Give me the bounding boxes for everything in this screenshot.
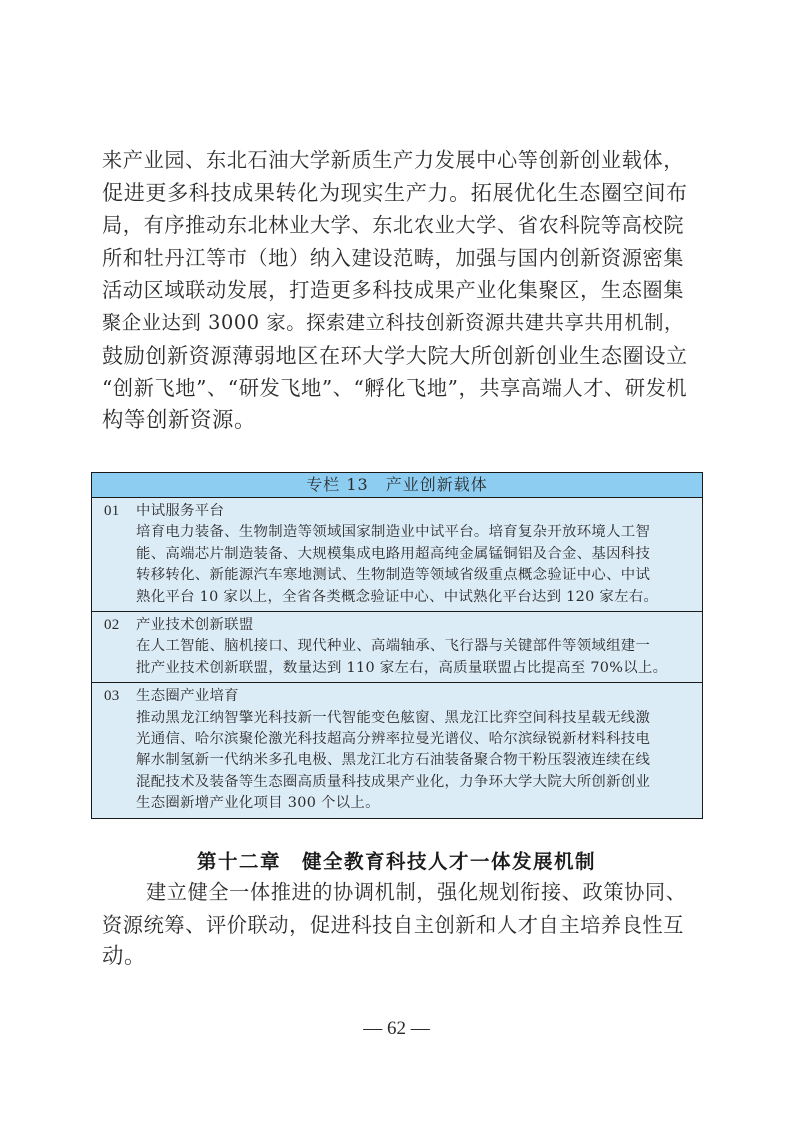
text-line: 聚企业达到 3000 家。探索建立科技创新资源共建共享共用机制， (102, 310, 684, 334)
row-text-line: 培育电力装备、生物制造等领域国家制造业中试平台。培育复杂开放环境人工智 (136, 524, 651, 541)
row-text-line: 批产业技术创新联盟，数量达到 110 家左右，高质量联盟占比提高至 70%以上。 (136, 659, 668, 676)
row-text-line: 解水制氢新一代纳米多孔电极、黑龙江北方石油装备聚合物干粉压裂液连续在线 (136, 752, 651, 769)
row-text-line: 光通信、哈尔滨聚伦激光科技超高分辨率拉曼光谱仪、哈尔滨绿锐新材料科技电 (136, 731, 651, 748)
body-paragraph-2 (102, 876, 692, 974)
row-number: 02 (104, 617, 120, 634)
text-line: 所和牡丹江等市（地）纳入建设范畴，加强与国内创新资源密集 (102, 245, 685, 270)
row-text-line: 推动黑龙江纳智擎光科技新一代智能变色舷窗、黑龙江比弈空间科技星载无线激 (136, 709, 651, 726)
text-line: 局，有序推动东北林业大学、东北农业大学、省农科院等高校院 (102, 213, 685, 238)
row-title: 生态圈产业培育 (136, 688, 239, 705)
text-line: 促进更多科技成果转化为现实生产力。拓展优化生态圈空间布 (102, 179, 688, 205)
chapter-heading: 第十二章 健全教育科技人才一体发展机制 (196, 850, 596, 873)
row-number: 03 (104, 688, 120, 705)
row-text-line: 熟化平台 10 家以上，全省各类概念验证中心、中试熟化平台达到 120 家左右。 (136, 588, 659, 605)
body-paragraph-1 (102, 144, 692, 437)
row-text-line: 在人工智能、脑机接口、现代种业、高端轴承、飞行器与关键部件等领域组建一 (136, 638, 651, 655)
text-line: 资源统筹、评价联动，促进科技自主创新和人才自主培养良性互 (102, 912, 685, 937)
row-text-line: 能、高端芯片制造装备、大规模集成电路用超高纯金属锰铜铝及合金、基因科技 (136, 545, 651, 562)
row-text-line: 转移转化、新能源汽车寒地测试、生物制造等领域省级重点概念验证中心、中试 (136, 567, 651, 584)
column-box-title: 专栏 13 产业创新载体 (92, 473, 702, 498)
text-line: 构等创新资源。 (102, 407, 256, 433)
row-number: 01 (104, 503, 120, 519)
text-line: 建立健全一体推进的协调机制，强化规划衔接、政策协同、 (146, 880, 687, 904)
text-line: 来产业园、东北石油大学新质生产力发展中心等创新创业载体， (102, 148, 685, 172)
page-number: — 62 — (363, 1018, 430, 1039)
text-line: 鼓励创新资源薄弱地区在环大学大院大所创新创业生态圈设立 (102, 342, 688, 368)
column-box (91, 472, 703, 819)
row-text-line: 生态圈新增产业化项目 300 个以上。 (136, 795, 380, 812)
text-line: 活动区域联动发展，打造更多科技成果产业化集聚区，生态圈集 (102, 278, 685, 303)
row-title: 产业技术创新联盟 (136, 617, 254, 634)
row-title: 中试服务平台 (136, 503, 225, 519)
text-line: 动。 (102, 944, 146, 970)
column-box-row (92, 683, 702, 817)
text-line: “创新飞地”、“研发飞地”、“孵化飞地”，共享高端人才、研发机 (102, 376, 688, 401)
column-box-row (92, 612, 702, 683)
row-text-line: 混配技术及装备等生态圈高质量科技成果产业化，力争环大学大院大所创新创业 (136, 773, 651, 790)
column-box-row (92, 498, 702, 612)
